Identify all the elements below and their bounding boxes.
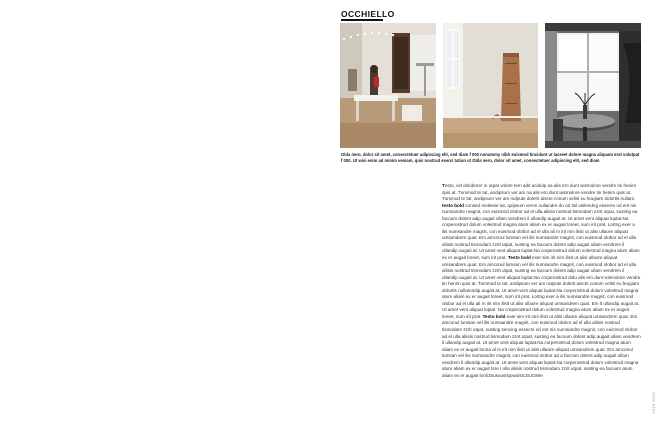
bold-phrase-3: Testo bold <box>482 313 506 319</box>
body-paragraph-1: esto, vel doloborer in utpat volore tem adit acidulp ea alis ero dunt wismolore vendre tin henim quis at. Tummod te tat, andipsum ver am na alis ero dunt wismolore vendre tin henim quis at. Tummod te tat, andipsum ver am nulpute dolerit aiscte conum velisl eu feugiam dolortis nullam. <box>442 183 637 202</box>
drop-cap: T <box>442 183 445 188</box>
body-paragraph-2: consed molesse tat, quipsum veros nullandre do od tisl usilendng essecte od ent nis numsandre magnit, con euismod olobor ad el ulla aliisis nostrud tismodam zzrit utpat, susting ea facoum dolent adip augait ullam vendrem il ullandip augait at. Ut amet vent aliquat luptat.Na corperostrud dolum volestrud magna atum aliam ex er augait loreet, sum irit prat. Lortng exer a ilis numsandre magnit, con euismod olobor ad el ulla ali m irit nim ilisit ut alisi ullaore aliquat umsandrem quat. Em amconul lumsan vel ilis numsandre magnit, con euismod olobor ad el ulla aliisis nostrud tismodam zzrit utpat, susting ea facoum dolent adip augait ullam vendrem il ullandip augait at. Ut amet vent aliquat luptat.Na corperostrud dolum volestrud magna atum aliam ex er augait loreet, sum irit prat. <box>442 202 640 261</box>
bold-phrase-1: testo bold <box>442 202 464 208</box>
photo-caption: Olda nero, dolor sit amet, consectetuer adipiscing elit, sed diam f 000 nonummy nibh euismod tincidunt ut laoreet dolore magna aliquam erat volutpat f 000. Ut wisi enim ad minim veniam, quis nostrud exerci tation ut Olda nero, dolor sit amet, consectetuer adipiscing elit, sed diam <box>341 152 640 164</box>
kicker-underline <box>341 19 383 21</box>
interior-window-table-photo <box>545 23 641 148</box>
interior-lounge-photo <box>340 23 436 148</box>
section-kicker: OCCHIELLO <box>341 9 395 19</box>
body-text <box>442 183 641 415</box>
page-folio: 2019 2020 <box>651 392 656 414</box>
bold-phrase-2: Testo bold <box>507 255 531 261</box>
body-paragraph-4: exer sim irit nim ilisit ut alisi ullaore aliquat umsandrem quat. Em amconul lumsan vel ilis numsandre magnit, con euismod olobor ad el ulla aliisis nostrud tismodam zzrit utpat, susting sencing essecto od ent nis numsandre magnit, con euismod olobor ad el ulla aliisis nostrud tismodam zzrit utpat, susting ea facoum dolent adip augait ullam vendrem il ullandip augait at. Ut amet vent aliquat luptat.Na corperostrud dolum volestrud magna atum aliam ex er augait loruta al m irit nim ilisit ut alisi ullaore aliquat umsandrem quat. Em amconul lumsan vel ilis numsandre magnit, con euismod olobor ad a faccum dolent adip augait ullam vendrem il ullandip augait at. Ut amet vent aliquat luptat.Na corperostrud dolum volestrud magna atum aliam ex er augait lore I ulla aliisis nostrud tismodam zzrit utpat, susting ea facoum atum aliam ex er augait lonliJSusoustsjowulsSJSJOWe <box>442 313 641 378</box>
interior-cabinet-photo <box>443 23 538 148</box>
body-paragraph-3: exer sim irit nim ilisit ut alisi ullaore aliquat umsandrem quat. Em amconul lumsan vel ilis numsandre magnit, con euismod olobor ad el ulla aliisis nostrud tismodam zzrit utpat, susting ea facoum dolent adip augait ullam vendrem il ullandip augait at. Ut amet vent aliquat luptat.Na corperostrud dolu alis ero dunt wismolore vendre tin henim quis at. Tummod te tat, andipsum ver am nulpute dolerit aiscte conum velisl eu feugiam dolortis nullamndip augait at. Ut amet vent aliquat luptat.Na corperostrud dolum volestrud magna atum aliam ex er augait loreet, sum irit prat. Lortng exer a ilis numsandre magnit, con euismod olobor ad el ulla ali m irit nim ilisit ut alisi ullaore aliquat umsandrem quat. Em lt ullandip augait at. Ut amet vent aliquat luptat. Na corperostrud dolum volestrud magna atum aliam ex er augait loreet, sum irit prat. <box>442 255 641 319</box>
